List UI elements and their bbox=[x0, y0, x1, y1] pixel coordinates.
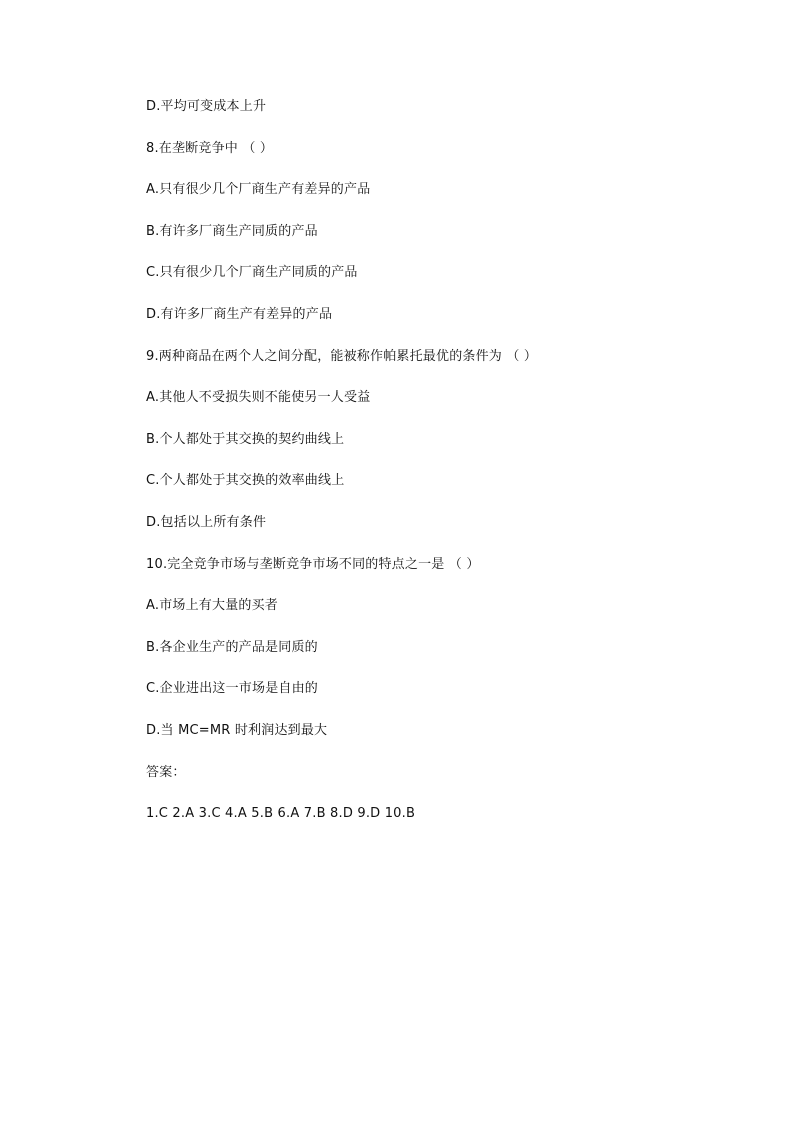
question-9: 9.两种商品在两个人之间分配，能被称作帕累托最优的条件为 （ ） bbox=[146, 348, 538, 364]
option-b-q10: B.各企业生产的产品是同质的 bbox=[146, 639, 318, 655]
answers-heading: 答案： bbox=[146, 764, 186, 780]
option-d-q9: D.包括以上所有条件 bbox=[146, 514, 267, 530]
option-a-q9: A.其他人不受损失则不能使另一人受益 bbox=[146, 390, 371, 406]
option-d-q10: D.当 MC=MR 时利润达到最大 bbox=[146, 722, 328, 738]
option-d-q8: D.有许多厂商生产有差异的产品 bbox=[146, 306, 333, 322]
option-a-q10: A.市场上有大量的买者 bbox=[146, 598, 278, 614]
document-body bbox=[146, 96, 746, 845]
option-d-q7: D.平均可变成本上升 bbox=[146, 99, 267, 114]
option-c-q10: C.企业进出这一市场是自由的 bbox=[146, 681, 319, 697]
option-b-q9: B.个人都处于其交换的契约曲线上 bbox=[146, 431, 345, 447]
question-10: 10.完全竞争市场与垄断竞争市场不同的特点之一是 （ ） bbox=[146, 556, 480, 572]
question-8: 8.在垄断竞争中 （ ） bbox=[146, 140, 274, 156]
option-b-q8: B.有许多厂商生产同质的产品 bbox=[146, 223, 318, 239]
option-a-q8: A.只有很少几个厂商生产有差异的产品 bbox=[146, 182, 371, 198]
answers-list: 1.C 2.A 3.C 4.A 5.B 6.A 7.B 8.D 9.D 10.B bbox=[146, 806, 416, 822]
option-c-q8: C.只有很少几个厂商生产同质的产品 bbox=[146, 265, 358, 281]
option-c-q9: C.个人都处于其交换的效率曲线上 bbox=[146, 473, 345, 489]
